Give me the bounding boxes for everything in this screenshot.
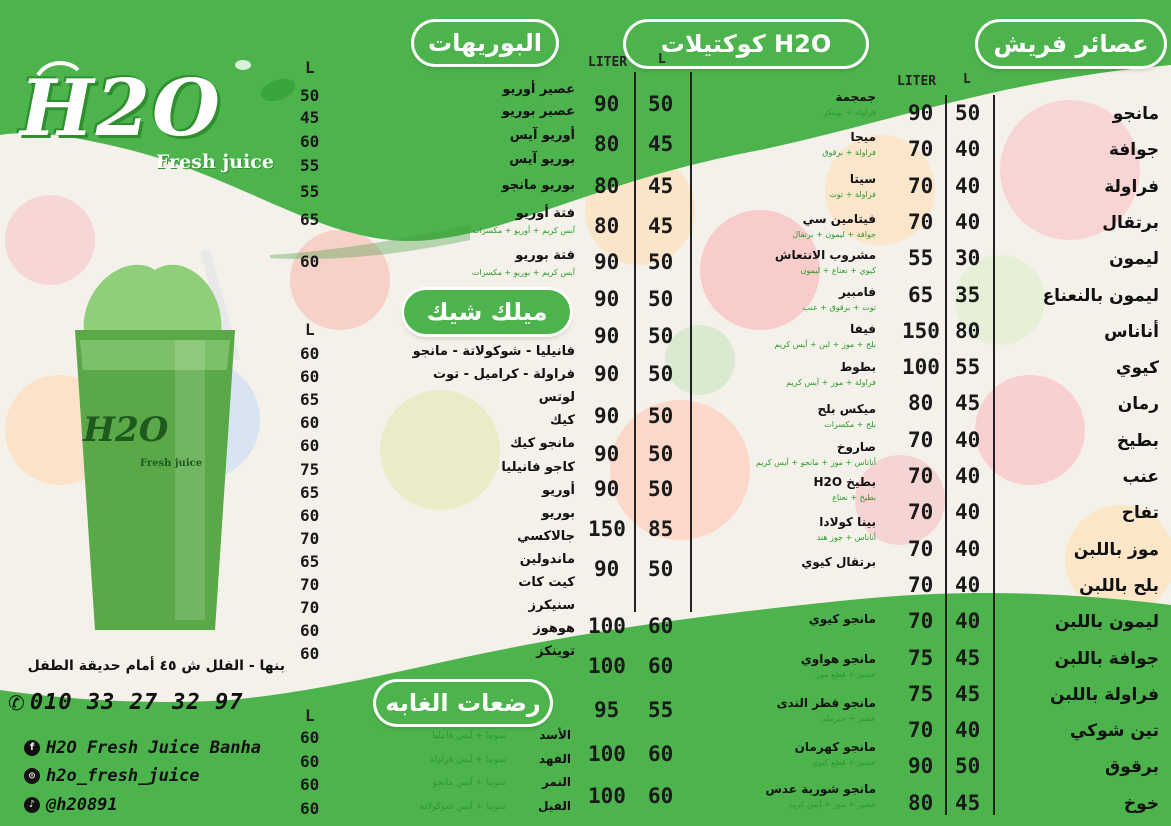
cocktail-item-name: بطوط <box>839 360 876 374</box>
fresh-item-price-liter: 75 <box>908 645 934 670</box>
fresh-item-price-l: 35 <box>955 282 981 307</box>
cocktail-item-name: صاروخ <box>836 440 876 454</box>
cocktails-separator-left <box>634 72 636 612</box>
milkshake-item-name: هوهوز <box>533 621 575 637</box>
cocktail-item-name: ميكس بلح <box>817 402 876 416</box>
tiktok-icon: ♪ <box>24 797 40 813</box>
milkshake-item-price-l: 70 <box>300 598 320 618</box>
cocktail-item-ingredients: عصير + جيرملي <box>820 714 876 723</box>
cocktail-item-price-l: 45 <box>648 132 674 156</box>
milkshake-item-price-l: 60 <box>300 367 320 387</box>
fresh-item-price-l: 40 <box>955 173 981 198</box>
radaat-item-price-l: 60 <box>300 751 320 771</box>
phone-icon: ✆ <box>8 690 25 715</box>
fresh-item-name: مانجو <box>1112 104 1159 124</box>
fresh-item-price-l: 40 <box>955 609 981 634</box>
milkshake-item-price-l: 60 <box>300 621 320 641</box>
fresh-title: عصائر فريش <box>993 30 1149 58</box>
cocktail-item-price-liter: 90 <box>594 442 620 466</box>
fresh-item-price-liter: 80 <box>908 391 934 416</box>
cocktail-item-price-l: 85 <box>648 517 674 541</box>
fresh-item-price-l: 50 <box>955 754 981 779</box>
oreo-hdr-l: L <box>305 58 315 77</box>
milkshake-item-name: بوريو <box>541 505 575 521</box>
milkshake-item-name: سنيكرز <box>528 598 575 614</box>
fresh-item-name: كيوي <box>1115 358 1159 379</box>
fresh-item-price-l: 45 <box>955 645 981 670</box>
tiktok-handle: @h20891 <box>46 795 118 815</box>
phone-row <box>8 690 244 715</box>
radaat-title-pill <box>376 682 550 724</box>
cocktail-item-price-l: 60 <box>648 742 674 766</box>
cocktail-item-price-l: 60 <box>648 654 674 678</box>
cocktail-item-price-liter: 80 <box>594 132 620 156</box>
radaat-item-ingredients: سوبيا + آيس شوكولاتة <box>419 801 506 812</box>
cocktail-item-ingredients: بلح + موز + لبن + آيس كريم <box>774 340 876 349</box>
cocktail-item-price-l: 60 <box>648 614 674 638</box>
cocktail-item-price-l: 50 <box>648 442 674 466</box>
fresh-item-price-liter: 100 <box>902 355 940 380</box>
milkshake-item-price-l: 60 <box>300 505 320 525</box>
cocktail-item-price-liter: 90 <box>594 477 620 501</box>
oreo-item-name: فتة أوريو <box>515 206 575 221</box>
fresh-item-price-l: 40 <box>955 572 981 597</box>
fresh-item-name: عنب <box>1122 467 1159 487</box>
cocktail-item-price-l: 50 <box>648 250 674 274</box>
cocktail-item-price-l: 50 <box>648 92 674 116</box>
fresh-item-name: خوخ <box>1123 793 1159 814</box>
radaat-item-name: الفهد <box>538 751 571 766</box>
cocktail-item-ingredients: فراولة + توينكز <box>823 108 876 117</box>
milkshake-item-name: توينكز <box>536 644 575 660</box>
milkshake-item-name: لوتس <box>538 390 575 406</box>
facebook-icon: f <box>24 740 40 756</box>
oreo-item-ingredients: آيس كريم + بوريو + مكسرات <box>471 268 575 277</box>
oreo-item-price-l: 45 <box>300 108 320 127</box>
fresh-item-price-liter: 75 <box>908 681 934 706</box>
logo <box>8 55 298 185</box>
fresh-item-price-l: 40 <box>955 718 981 743</box>
instagram-handle: h2o_fresh_juice <box>46 766 200 786</box>
cocktail-item-name: سيتا <box>849 172 876 186</box>
milkshake-item-price-l: 65 <box>300 482 320 502</box>
milkshake-item-price-l: 60 <box>300 344 320 363</box>
fresh-item-name: ليمون بالنعناع <box>1042 285 1159 306</box>
cocktail-item-name: مانجو كيوي <box>808 612 876 626</box>
fresh-item-price-l: 55 <box>955 355 981 380</box>
fresh-separator-left <box>945 95 947 815</box>
fresh-item-price-l: 40 <box>955 137 981 162</box>
fresh-item-price-l: 40 <box>955 500 981 525</box>
fresh-item-price-liter: 70 <box>908 464 934 488</box>
cocktail-item-ingredients: فراولة + توت <box>829 190 876 199</box>
cocktail-item-name: فامبير <box>838 285 876 299</box>
oreo-item-name: أوريو آيس <box>509 128 575 143</box>
cocktail-item-name: مانجو هواوي <box>800 652 876 666</box>
phone-number: 010 33 27 32 97 <box>29 690 244 715</box>
cocktail-item-price-l: 50 <box>648 324 674 348</box>
fresh-item-name: بطيخ <box>1116 430 1159 451</box>
radaat-hdr-l: L <box>305 706 315 725</box>
radaat-item-ingredients: سوبيا + آيس مانجو <box>432 778 506 788</box>
fresh-item-price-l: 45 <box>955 790 981 815</box>
cocktail-item-price-l: 55 <box>648 698 674 722</box>
fresh-separator-right <box>993 95 995 815</box>
radaat-item-price-l: 60 <box>300 728 320 747</box>
cocktail-item-price-liter: 90 <box>594 404 620 428</box>
cocktail-item-ingredients: فراولة + برقوق <box>822 148 876 157</box>
fresh-item-price-l: 50 <box>955 101 981 125</box>
cocktail-item-price-l: 50 <box>648 557 674 581</box>
fresh-item-name: أناناس <box>1104 321 1159 342</box>
fresh-item-name: جوافة <box>1108 140 1159 161</box>
milkshake-item-price-l: 70 <box>300 575 320 594</box>
cocktail-item-name: بطيخ H2O <box>813 475 876 489</box>
fresh-item-price-liter: 90 <box>908 101 934 125</box>
cocktails-separator-right <box>690 72 692 612</box>
fresh-item-price-liter: 70 <box>908 173 934 198</box>
cocktail-item-name: مانجو كهرمان <box>794 740 876 754</box>
cocktail-item-ingredients: توت + برقوق + عنب <box>802 303 876 312</box>
cocktail-item-price-liter: 100 <box>588 742 626 766</box>
logo-text: H2O <box>20 63 222 154</box>
milkshake-item-price-l: 65 <box>300 551 320 571</box>
radaat-item-ingredients: سوبيا + آيس فانيليا <box>432 731 506 741</box>
cocktail-item-price-liter: 95 <box>594 698 620 722</box>
cocktail-item-ingredients: كيوي + نعناع + ليمون <box>800 266 876 275</box>
fresh-item-price-liter: 70 <box>908 609 934 634</box>
address: بنها - الفلل ش ٤٥ أمام حديقة الطفل <box>27 658 285 674</box>
cocktail-item-name: فيفا <box>850 322 876 336</box>
oreo-item-price-l: 50 <box>300 86 320 105</box>
cocktail-item-name: مشروب الانتعاش <box>774 248 876 262</box>
fresh-item-name: جوافة باللبن <box>1054 648 1159 669</box>
logo-tagline: Fresh juice <box>156 151 274 173</box>
oreo-item-price-l: 65 <box>300 210 320 229</box>
fresh-item-name: تين شوكي <box>1069 721 1159 742</box>
cocktail-item-ingredients: بلح + مكسرات <box>824 420 876 429</box>
cocktail-item-price-l: 50 <box>648 287 674 311</box>
facebook-handle: H2O Fresh Juice Banha <box>46 738 261 758</box>
cocktail-item-price-l: 50 <box>648 404 674 428</box>
cocktail-item-ingredients: بطيخ + نعناع <box>832 493 876 502</box>
cocktail-item-price-l: 60 <box>648 784 674 808</box>
cup-tagline: Fresh juice <box>140 458 203 469</box>
cocktail-item-ingredients: عصير + موز + آيس كريم <box>788 800 876 809</box>
fresh-item-price-liter: 70 <box>908 137 934 162</box>
fresh-item-price-l: 40 <box>955 536 981 561</box>
cocktail-item-price-liter: 80 <box>594 174 620 198</box>
cocktail-item-ingredients: أناناس + موز + مانجو + آيس كريم <box>755 458 876 467</box>
milkshake-item-price-l: 75 <box>300 459 320 479</box>
fresh-item-price-l: 80 <box>955 318 981 343</box>
milkshake-item-price-l: 60 <box>300 644 320 664</box>
oreo-item-price-l: 60 <box>300 252 320 271</box>
radaat-item-price-l: 60 <box>300 775 320 794</box>
cocktail-item-price-liter: 100 <box>588 784 626 808</box>
fresh-item-price-l: 45 <box>955 391 981 416</box>
fresh-item-name: بلح باللبن <box>1079 575 1159 596</box>
fresh-item-price-l: 30 <box>955 246 981 271</box>
fresh-item-name: تفاح <box>1121 503 1159 524</box>
fresh-hdr-l: L <box>963 72 971 87</box>
cup-logo-text: H2O <box>83 410 169 450</box>
cocktail-item-price-liter: 90 <box>594 92 620 116</box>
fresh-item-price-liter: 90 <box>908 754 934 779</box>
cocktail-item-price-l: 50 <box>648 477 674 501</box>
fresh-item-price-liter: 70 <box>908 536 934 561</box>
fresh-item-name: رمان <box>1117 394 1159 415</box>
cocktail-item-name: مانجو قطر الندى <box>776 696 876 710</box>
cocktail-item-price-liter: 90 <box>594 324 620 348</box>
fresh-item-price-liter: 70 <box>908 500 934 525</box>
cocktail-item-name: بينا كولادا <box>819 515 876 529</box>
fresh-item-price-liter: 70 <box>908 209 934 234</box>
fresh-item-name: برتقال <box>1102 212 1159 233</box>
fresh-item-price-l: 45 <box>955 681 981 706</box>
milkshake-item-name: مانجو كيك <box>510 436 575 452</box>
milkshake-item-name: ماندولين <box>519 551 575 567</box>
fresh-item-price-liter: 55 <box>908 246 934 271</box>
fresh-item-price-l: 40 <box>955 209 981 234</box>
cocktail-item-price-liter: 90 <box>594 250 620 274</box>
milkshake-item-price-l: 70 <box>300 528 320 548</box>
cocktails-title: كوكتيلات H2O <box>660 30 832 58</box>
fresh-title-pill <box>978 22 1164 66</box>
fresh-item-price-liter: 70 <box>908 572 934 597</box>
cocktail-item-name: برتقال كيوي <box>801 555 876 569</box>
oreo-item-name: عصير بوريو <box>501 104 575 119</box>
milkshake-item-name: كيك <box>550 413 575 429</box>
cocktail-item-price-liter: 150 <box>588 517 626 541</box>
fresh-item-price-liter: 80 <box>908 790 934 815</box>
fresh-item-name: ليمون باللبن <box>1054 612 1159 633</box>
cocktail-item-ingredients: فراولة + موز + آيس كريم <box>786 378 876 387</box>
fresh-item-price-liter: 65 <box>908 282 934 307</box>
oreo-title: البوريهات <box>428 29 542 57</box>
fresh-item-price-liter: 70 <box>908 718 934 743</box>
oreo-item-price-l: 55 <box>300 156 320 175</box>
oreo-item-name: بوريو آيس <box>509 152 575 167</box>
cocktail-item-ingredients: عصير + قطع كيوي <box>811 758 876 767</box>
milkshake-item-price-l: 60 <box>300 436 320 456</box>
cocktail-item-name: فيتامين سي <box>802 212 876 226</box>
cocktail-item-ingredients: جوافة + ليمون + برتقال <box>792 230 876 239</box>
milkshake-item-price-l: 65 <box>300 390 320 410</box>
instagram-row <box>24 766 200 786</box>
milkshake-item-name: كاجو فانيليا <box>501 459 575 475</box>
radaat-item-name: النمر <box>541 775 571 789</box>
milkshake-item-price-l: 60 <box>300 413 320 433</box>
cocktails-hdr-liter: LITER <box>588 55 628 70</box>
fresh-item-price-l: 40 <box>955 464 981 488</box>
oreo-title-pill <box>414 22 556 64</box>
oreo-item-name: عصير أوريو <box>502 82 575 97</box>
milkshake-item-name: فانيليا - شوكولاتة - مانجو <box>412 344 575 359</box>
radaat-item-name: الأسد <box>539 728 571 742</box>
cocktail-item-ingredients: عصير + قطع موز <box>816 670 876 679</box>
fresh-item-price-liter: 150 <box>902 318 940 343</box>
cocktail-item-price-liter: 90 <box>594 362 620 386</box>
cocktail-item-name: ميجا <box>850 130 876 144</box>
instagram-icon: ◎ <box>24 768 40 784</box>
cup-illustration <box>55 230 255 650</box>
milkshake-hdr-l: L <box>305 320 315 339</box>
radaat-item-name: الفيل <box>538 798 571 813</box>
milkshake-item-name: فراولة - كراميل - توت <box>433 367 575 383</box>
fresh-item-name: فراولة باللبن <box>1049 684 1159 705</box>
cocktail-item-price-l: 45 <box>648 174 674 198</box>
radaat-title: رضعات الغابه <box>385 689 541 717</box>
fresh-hdr-liter: LITER <box>897 74 937 89</box>
cocktail-item-price-liter: 100 <box>588 614 626 638</box>
tiktok-row <box>24 795 118 815</box>
fresh-item-price-l: 40 <box>955 427 981 452</box>
milkshake-item-name: جالاكسي <box>517 528 575 544</box>
cocktail-item-name: جمجمة <box>835 90 876 104</box>
cocktail-item-price-liter: 100 <box>588 654 626 678</box>
milkshake-title-pill <box>404 290 570 334</box>
cocktail-item-price-liter: 80 <box>594 214 620 238</box>
cocktails-hdr-l: L <box>658 52 666 67</box>
cocktail-item-price-l: 50 <box>648 362 674 386</box>
cocktail-item-ingredients: أناناس + جوز هند <box>816 533 876 542</box>
cocktail-item-price-l: 45 <box>648 214 674 238</box>
oreo-item-price-l: 60 <box>300 132 320 151</box>
fresh-item-name: موز باللبن <box>1073 539 1159 560</box>
oreo-item-name: فتة بوريو <box>515 248 575 263</box>
fresh-item-name: برقوق <box>1105 757 1159 778</box>
oreo-item-ingredients: آيس كريم + أوريو + مكسرات <box>472 226 575 235</box>
milkshake-item-name: كيت كات <box>518 575 575 590</box>
oreo-item-price-l: 55 <box>300 182 320 201</box>
cocktail-item-price-liter: 90 <box>594 287 620 311</box>
fresh-item-name: ليمون <box>1109 249 1159 270</box>
radaat-item-price-l: 60 <box>300 798 320 818</box>
milkshake-item-name: أوريو <box>541 482 575 498</box>
cocktail-item-name: مانجو شوربة عدس <box>765 782 876 796</box>
fresh-item-name: فراولة <box>1104 176 1159 197</box>
oreo-item-name: بوريو مانجو <box>501 178 575 193</box>
cocktail-item-price-liter: 90 <box>594 557 620 581</box>
milkshake-title: ميلك شيك <box>426 298 548 326</box>
facebook-row <box>24 738 261 758</box>
radaat-item-ingredients: سوبيا + آيس فراولة <box>429 754 506 765</box>
fresh-item-price-liter: 70 <box>908 427 934 452</box>
